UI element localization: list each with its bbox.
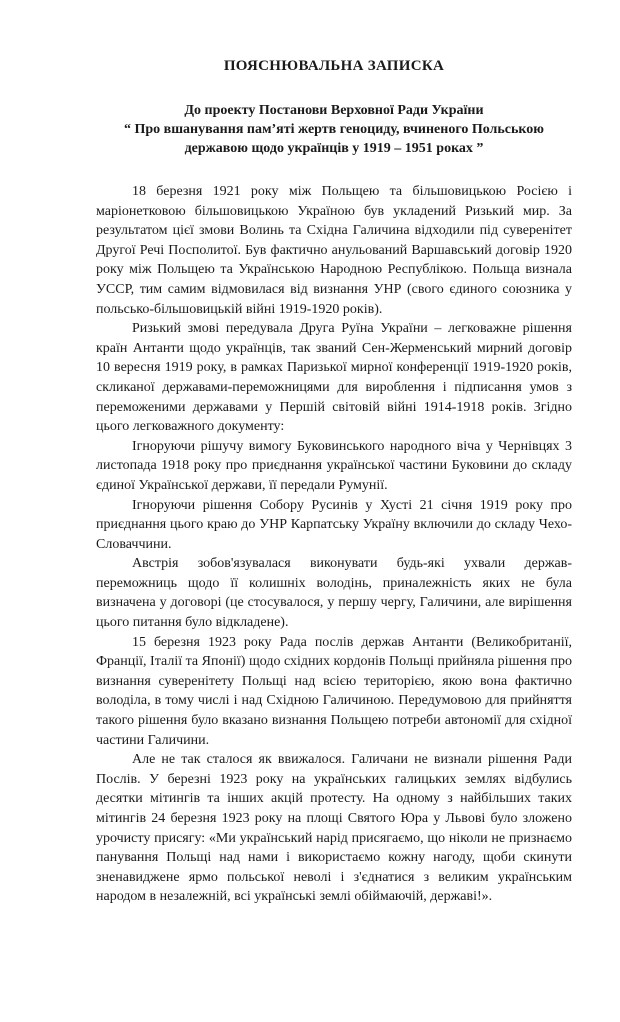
document-title: ПОЯСНЮВАЛЬНА ЗАПИСКА: [223, 58, 445, 74]
paragraph: Ризький змові передувала Друга Руїна України – легковажне рішення країн Антанти щодо українців, так званий Сен-Жерменський мирний договір 10 вересня 1919 року, в рамках Паризької мирної конференції 1919-1920 років, скликаної державами-переможницями для вироблення і підписання умов з переможеними державами у Першій світовій війні 1914-1918 років. Згідно цього легковажного документу:: [96, 321, 572, 435]
subtitle-line: державою щодо українців у 1919 – 1951 роках ”: [184, 141, 484, 156]
paragraph: Австрія зобов'язувалася виконувати будь-які ухвали держав-переможниць щодо її колишніх володінь, приналежність яких не була визначена у договорі (це стосувалося, у першу чергу, Галичини, але вирішення цього питання було відкладене).: [96, 556, 572, 631]
paragraph: Ігноруючи рішучу вимогу Буковинського народного віча у Чернівцях 3 листопада 1918 року про приєднання української частини Буковини до складу єдиної Української держави, її передали Румунії.: [96, 438, 572, 493]
document-body: [96, 182, 572, 907]
paragraph: 18 березня 1921 року між Польщею та більшовицькою Росією і маріонетковою більшовицькою Україною був укладений Ризький мир. За результатом цієї змови Волинь та Східна Галичина відходили під суверенітет Другої Речі Посполитої. Був фактично анульований Варшавський договір 1920 року між Польщею та Українською Народною Республікою. Польща визнала УССР, тим самим відмовилася від визнання УНР (свого єдиного союзника у польсько-більшовицькій війні 1919-1920 років).: [96, 184, 572, 317]
paragraph: Але не так сталося як ввижалося. Галичани не визнали рішення Ради Послів. У березні 1923 року на українських галицьких землях відбулись десятки мітингів та інших акцій протесту. На одному з найбільших таких мітингів 24 березня 1923 року на площі Святого Юра у Львові було зложено урочисту присягу: «Ми український нарід присягаємо, що ніколи не признаємо панування Польщі над нами і використаємо кожну нагоду, щоби скинути зненавиджене ярмо польської неволі і з'єднатися з великим українським народом в незалежній, всі українські землі обіймаючій, державі!».: [96, 752, 572, 905]
paragraph: Ігноруючи рішення Собору Русинів у Хусті 21 січня 1919 року про приєднання цього краю до УНР Карпатську Україну включили до складу Чехо-Словаччини.: [96, 497, 572, 552]
paragraph: 15 березня 1923 року Рада послів держав Антанти (Великобританії, Франції, Італії та Японії) щодо східних кордонів Польщі прийняла рішення про визнання суверенітету Польщі над всією територією, якою вона фактично володіла, в тому числі і над Східною Галичиною. Передумовою для прийняття такого рішення було вказано визнання Польщею потреби автономії для східної частини Галичини.: [96, 634, 572, 748]
subtitle-line: “ Про вшанування пам’яті жертв геноциду, вчиненого Польською: [124, 122, 544, 137]
subtitle-line: До проекту Постанови Верховної Ради України: [184, 103, 484, 118]
document-subtitle: [96, 101, 572, 158]
